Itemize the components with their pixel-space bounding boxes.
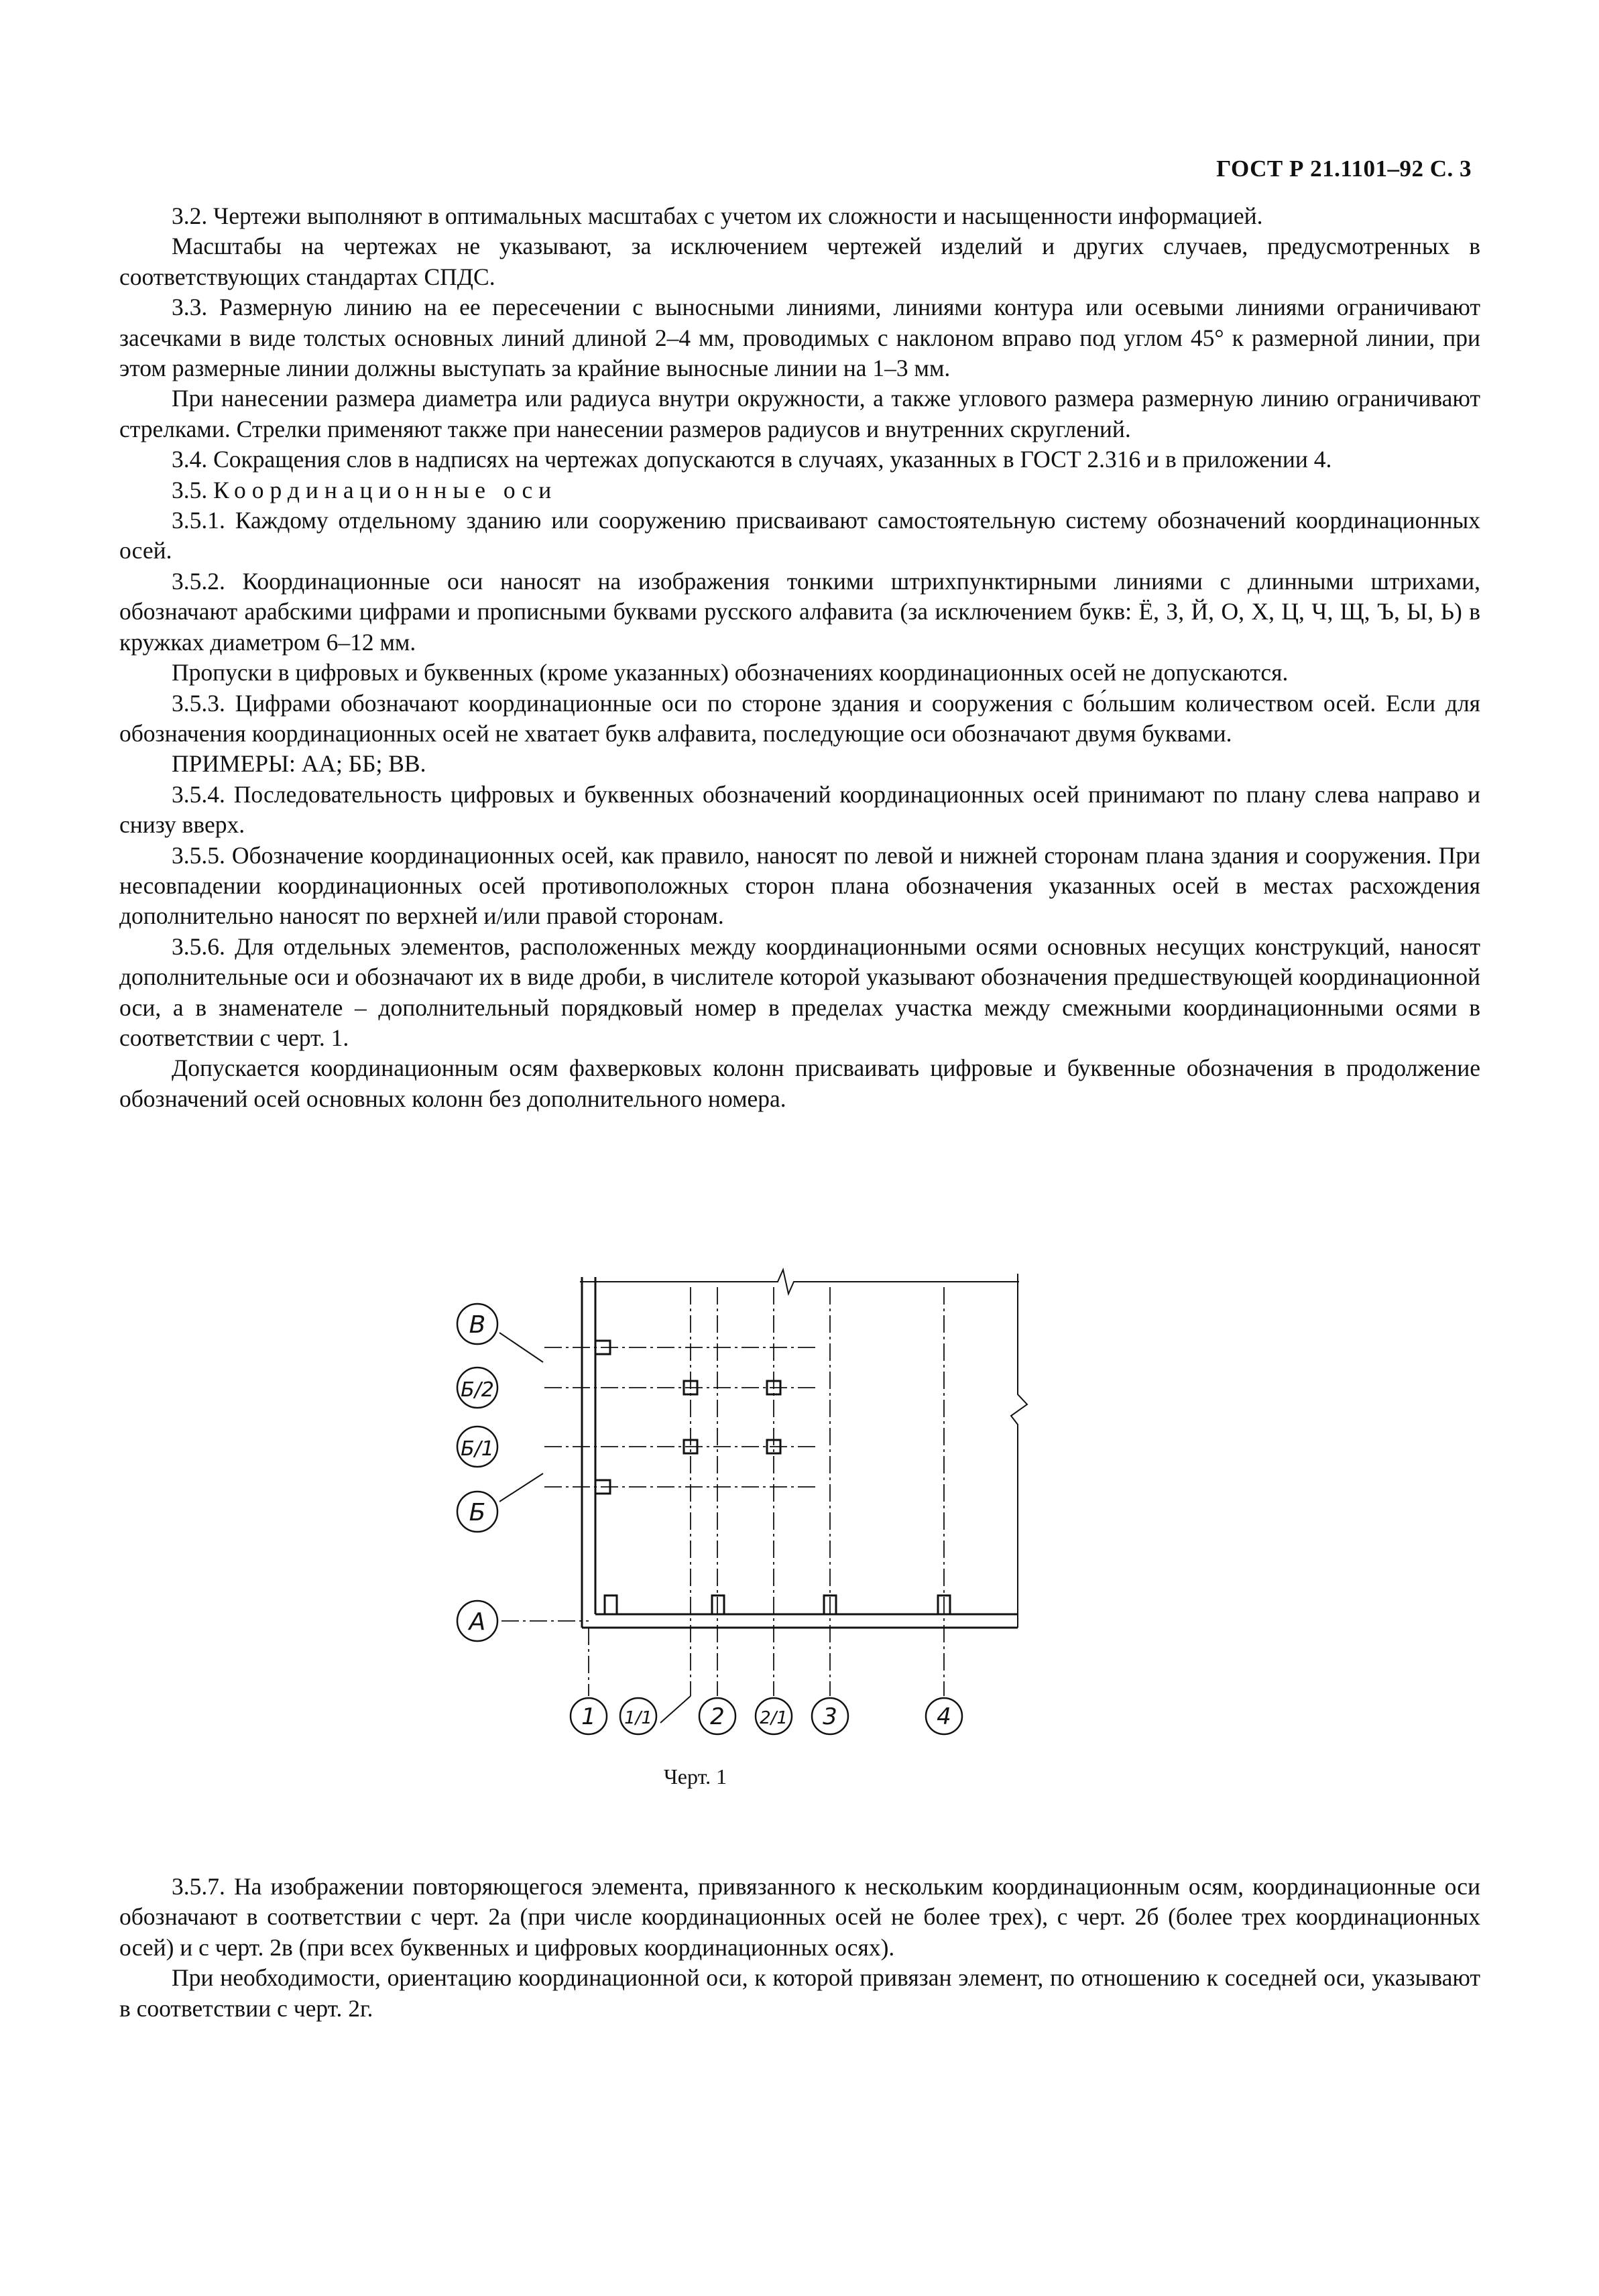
leader-v	[499, 1333, 543, 1362]
paragraph-3-5-1: 3.5.1. Каждому отдельному зданию или сооружению присваивают самостоятельную систему обозначений координационных осей.	[119, 507, 1480, 564]
axis-label-1-1: 1/1	[624, 1708, 652, 1728]
paragraph-scales: Масштабы на чертежах не указывают, за исключением чертежей изделий и других случаев, предусмотренных в соответствующих стандартах СПДС.	[119, 233, 1480, 290]
coordination-axes-drawing	[429, 1260, 1032, 1770]
axis-label-2: 2	[710, 1703, 725, 1730]
drawing-right-line	[1011, 1274, 1027, 1628]
paragraph-3-5-4: 3.5.4. Последовательность цифровых и буквенных обозначений координационных осей принимают по плану слева направо и снизу вверх.	[119, 780, 1480, 839]
paragraph-diameter: При нанесении размера диаметра или радиуса внутри окружности, а также углового размера размерную линию ограничивают стрелками. Стрелки применяют также при нанесении размеров радиусов и внутренних скруглений.	[119, 385, 1480, 442]
axis-label-1: 1	[581, 1703, 596, 1730]
axis-label-b2: Б/2	[461, 1378, 494, 1402]
paragraph-3-4: 3.4. Сокращения слов в надписях на чертежах допускаются в случаях, указанных в ГОСТ 2.316 и в приложении 4.	[172, 446, 1332, 473]
paragraph-3-5-7: 3.5.7. На изображении повторяющегося элемента, привязанного к нескольким координационным осям, координационные оси обозначают в соответствии с черт. 2а (при числе координационных осей не более трех), с черт. 2б (более трех координационных осей) и с черт. 2в (при всех буквенных и цифровых координационных осях).	[119, 1873, 1480, 1961]
paragraph-3-5-6: 3.5.6. Для отдельных элементов, расположенных между координационными осями основных несущих конструкций, наносят дополнительные оси и обозначают их в виде дроби, в числителе которой указывают обозначения предшествующей координационной оси, а в знаменателе – дополнительный порядковый номер в пределах участка между смежными координационными осями в соответствии с черт. 1.	[119, 932, 1480, 1051]
axis-label-b: Б	[469, 1499, 486, 1526]
axis-label-v: В	[469, 1311, 486, 1339]
paragraph-3-3: 3.3. Размерную линию на ее пересечении с выносными линиями, линиями контура или осевыми линиями ограничивают засечками в виде толстых основных линий длиной 2–4 мм, проводимых с наклоном вправо под углом 45° к размерной линии, при этом размерные линии должны выступать за крайние выносные линии на 1–3 мм.	[119, 294, 1480, 382]
drawing-top-line	[580, 1270, 1019, 1294]
axis-label-2-1: 2/1	[760, 1708, 788, 1728]
text-section-upper	[119, 201, 1480, 1114]
leader-b	[499, 1473, 543, 1502]
axis-label-b1: Б/1	[461, 1437, 494, 1461]
paragraph-allowed: Допускается координационным осям фахверковых колонн присваивать цифровые и буквенные обозначения в продолжение обозначений осей основных колонн без дополнительного номера.	[119, 1054, 1480, 1112]
section-number: 3.5.	[172, 476, 208, 503]
section-title: Координационные оси	[213, 476, 558, 503]
column-2	[712, 1595, 724, 1614]
section-heading-3-5	[119, 475, 1480, 505]
paragraph-orientation: При необходимости, ориентацию координационной оси, к которой привязан элемент, по отношению к соседней оси, указывают в соответствии с черт. 2г.	[119, 1964, 1480, 2022]
axis-label-a: А	[469, 1608, 486, 1636]
page-header: ГОСТ Р 21.1101–92 С. 3	[1216, 156, 1472, 182]
paragraph-3-5-5: 3.5.5. Обозначение координационных осей, как правило, наносят по левой и нижней сторонам плана здания и сооружения. При несовпадении координационных осей противоположных сторон плана обозначения указанных осей в местах расхождения дополнительно наносят по верхней и/или правой сторонам.	[119, 841, 1480, 930]
leader-1-1	[660, 1696, 691, 1723]
column-1	[605, 1595, 617, 1614]
figure-caption: Черт. 1	[664, 1764, 727, 1789]
paragraph-examples: ПРИМЕРЫ: АА; ББ; ВВ.	[172, 750, 426, 778]
paragraph-3-2: 3.2. Чертежи выполняют в оптимальных масштабах с учетом их сложности и насыщенности информацией.	[172, 202, 1263, 229]
paragraph-gaps: Пропуски в цифровых и буквенных (кроме указанных) обозначениях координационных осей не допускаются.	[172, 659, 1289, 686]
axis-label-3: 3	[823, 1703, 837, 1730]
axis-label-4: 4	[937, 1703, 951, 1730]
paragraph-3-5-2: 3.5.2. Координационные оси наносят на изображения тонкими штрихпунктирными линиями с длинными штрихами, обозначают арабскими цифрами и прописными буквами русского алфавита (за исключением букв: Ё, З, Й, О, Х, Ц, Ч, Щ, Ъ, Ы, Ь) в кружках диаметром 6–12 мм.	[119, 567, 1480, 656]
text-section-lower	[119, 1872, 1480, 2024]
paragraph-3-5-3: 3.5.3. Цифрами обозначают координационные оси по стороне здания и сооружения с бо́льшим количеством осей. Если для обозначения координационных осей не хватает букв алфавита, последующие оси обозначают двумя буквами.	[119, 689, 1480, 747]
